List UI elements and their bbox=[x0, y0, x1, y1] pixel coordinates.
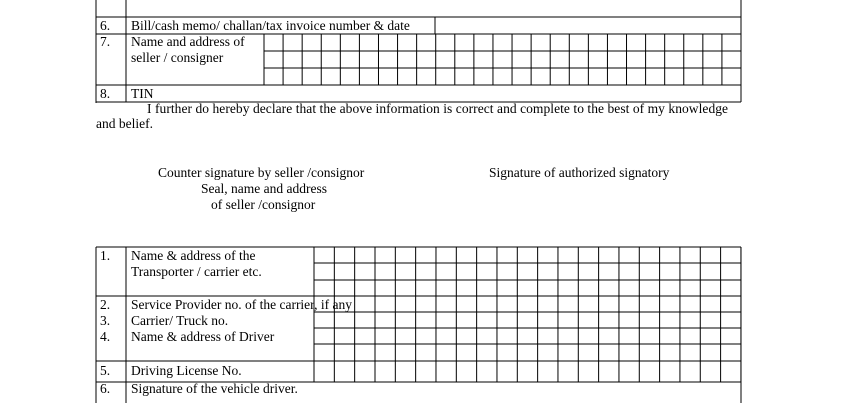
counter-signature-line1: Counter signature by seller /consignor bbox=[158, 165, 365, 180]
transporter-address-boxes[interactable] bbox=[314, 248, 740, 295]
seller-name-label-line1: Name and address of bbox=[131, 34, 245, 49]
row-4-number: 4. bbox=[100, 329, 111, 344]
row-2-number: 2. bbox=[100, 297, 111, 312]
row-7-number: 7. bbox=[100, 34, 111, 49]
driver-name-label: Name & address of Driver bbox=[131, 329, 275, 344]
transporter-label-line2: Transporter / carrier etc. bbox=[131, 264, 262, 279]
bill-invoice-label: Bill/cash memo/ challan/tax invoice number & date bbox=[131, 18, 410, 33]
row-6-number: 6. bbox=[100, 18, 111, 33]
declaration-line1: I further do hereby declare that the above information is correct and complete to the best of my knowledge bbox=[147, 101, 729, 116]
service-provider-label: Service Provider no. of the carrier, if any bbox=[131, 297, 352, 312]
seller-address-boxes[interactable] bbox=[264, 35, 740, 84]
row-1-number: 1. bbox=[100, 248, 111, 263]
row-8-number: 8. bbox=[100, 86, 111, 101]
bill-invoice-field[interactable] bbox=[436, 18, 740, 33]
counter-signature-line2: Seal, name and address bbox=[201, 181, 327, 196]
row-3-number: 3. bbox=[100, 313, 111, 328]
driver-signature-field[interactable] bbox=[314, 383, 740, 403]
declaration-line2: and belief. bbox=[96, 116, 153, 131]
authorized-signatory-label: Signature of authorized signatory bbox=[489, 165, 670, 180]
driver-signature-label: Signature of the vehicle driver. bbox=[131, 381, 298, 396]
transporter-label-line1: Name & address of the bbox=[131, 248, 256, 263]
row-5-number: 5. bbox=[100, 363, 111, 378]
truck-number-label: Carrier/ Truck no. bbox=[131, 313, 229, 328]
driving-license-boxes[interactable] bbox=[314, 362, 740, 381]
driver-address-boxes[interactable] bbox=[314, 297, 740, 360]
tin-label: TIN bbox=[131, 86, 154, 101]
driving-license-label: Driving License No. bbox=[131, 363, 242, 378]
seller-name-label-line2: seller / consigner bbox=[131, 50, 224, 65]
row-6-number-bottom: 6. bbox=[100, 381, 111, 396]
counter-signature-line3: of seller /consignor bbox=[211, 197, 316, 212]
